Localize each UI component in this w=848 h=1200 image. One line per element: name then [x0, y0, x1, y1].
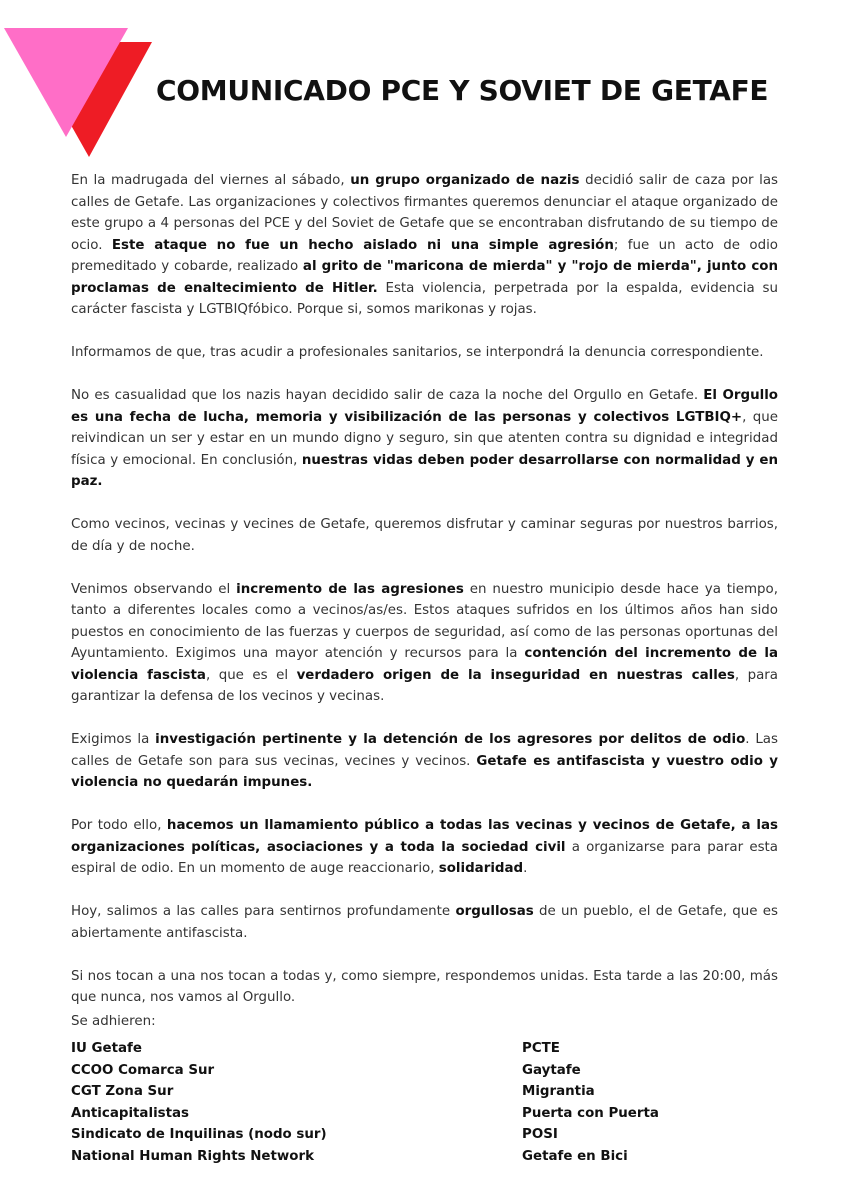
bold-text-run: contención del incremento de la violencia fascista — [71, 646, 778, 683]
adhesion-label: Se adhieren: — [71, 1013, 156, 1029]
signatory-organization: Getafe en Bici — [522, 1148, 628, 1164]
signatory-organization: IU Getafe — [71, 1041, 142, 1056]
signatory-organization: PCTE — [522, 1041, 560, 1056]
statement-paragraph — [71, 579, 778, 708]
text-run: decidió salir de caza por las calles de Getafe. Las organizaciones y colectivos firmantes queremos denunciar el ataque organizado de este grupo a 4 personas del PCE y del Soviet de Getafe que se encontraban disfrutando de su tiempo de ocio. — [71, 173, 779, 253]
text-run: , que reivindican un ser y estar en un mundo digno y seguro, sin que atenten contra su dignidad e integridad física y emocional. En conclusión, — [71, 409, 778, 468]
bold-text-run: Getafe es antifascista y vuestro odio y violencia no quedarán impunes. — [71, 753, 779, 790]
signatory-organization: Migrantia — [522, 1084, 595, 1099]
bold-text-run: El Orgullo es una fecha de lucha, memoria y visibilización de las personas y colectivos LGTBIQ+ — [71, 388, 779, 425]
statement-paragraph — [71, 514, 778, 557]
statement-paragraph — [71, 170, 778, 321]
signatories-right-column — [522, 1038, 659, 1167]
bold-text-run: solidaridad — [438, 861, 524, 876]
text-run: Informamos de que, tras acudir a profesionales sanitarios, se interpondrá la denuncia correspondiente. — [71, 345, 764, 360]
bold-text-run: incremento de las agresiones — [236, 581, 464, 597]
text-run: Hoy, salimos a las calles para sentirnos profundamente — [71, 904, 456, 919]
statement-paragraph — [71, 342, 778, 364]
statement-paragraph — [71, 815, 778, 880]
statement-paragraph — [71, 901, 778, 944]
text-run: de un pueblo, el de Getafe, que es abiertamente antifascista. — [71, 904, 778, 941]
text-run: . — [523, 861, 528, 876]
signatory-organization: CCOO Comarca Sur — [71, 1062, 215, 1078]
signatory-organization: Puerta con Puerta — [522, 1105, 659, 1121]
bold-text-run: al grito de "maricona de mierda" y "rojo de mierda", junto con proclamas de enaltecimiento de Hitler. — [71, 259, 778, 296]
signatory-organization: Gaytafe — [522, 1062, 581, 1078]
signatory-organization: Sindicato de Inquilinas (nodo sur) — [71, 1127, 327, 1142]
text-run: Esta violencia, perpetrada por la espalda, evidencia su carácter fascista y LGTBIQfóbico. Porque si, somos marikonas y rojas. — [71, 280, 778, 317]
bold-text-run: un grupo organizado de nazis — [350, 173, 580, 188]
signatories-left-column — [71, 1038, 522, 1167]
text-run: a organizarse para parar esta espiral de odio. En un momento de auge reaccionario, — [71, 839, 779, 876]
text-run: Venimos observando el — [71, 581, 237, 597]
text-run: Como vecinos, vecinas y vecines de Getafe, queremos disfrutar y caminar seguras por nuestros barrios, de día y de noche. — [71, 517, 778, 554]
signatory-organization: CGT Zona Sur — [71, 1084, 174, 1099]
bold-text-run: nuestras vidas deben poder desarrollarse con normalidad y en paz. — [71, 452, 778, 489]
statement-body — [71, 170, 778, 1167]
text-run: en nuestro municipio desde hace ya tiempo, tanto a diferentes locales como a vecinos/as/es. Estos ataques sufridos en los últimos años han sido puestos en conocimiento de las fuerzas y cuerpos de seguridad, así como de las personas oportunas del Ayuntamiento. Exigimos una mayor atención y recursos para la — [71, 581, 778, 661]
statement-paragraph — [71, 966, 778, 1009]
pride-triangle-logo — [0, 0, 160, 165]
text-run: , que es el — [205, 667, 297, 683]
statement-paragraphs — [71, 170, 778, 1009]
bold-text-run: orgullosas — [455, 904, 534, 919]
statement-paragraph — [71, 729, 778, 794]
bold-text-run: investigación pertinente y la detención de los agresores por delitos de odio — [155, 732, 746, 747]
signatory-organization: Anticapitalistas — [71, 1105, 190, 1121]
text-run: . Las calles de Getafe son para sus vecinas, vecines y vecinos. — [71, 732, 778, 769]
text-run: ; fue un acto de odio premeditado y cobarde, realizado — [71, 237, 779, 274]
signatory-list — [71, 1038, 778, 1167]
statement-paragraph — [71, 385, 778, 493]
signatory-organization: POSI — [522, 1127, 558, 1142]
text-run: En la madrugada del viernes al sábado, — [71, 173, 351, 188]
text-run: Exigimos la — [71, 732, 156, 747]
bold-text-run: verdadero origen de la inseguridad en nuestras calles — [296, 667, 735, 683]
text-run: Por todo ello, — [71, 818, 167, 833]
text-run: Si nos tocan a una nos tocan a todas y, como siempre, respondemos unidas. Esta tarde a las 20:00, más que nunca, nos vamos al Orgullo. — [71, 968, 778, 1005]
bold-text-run: hacemos un llamamiento público a todas las vecinas y vecinos de Getafe, a las organizaciones políticas, asociaciones y a toda la sociedad civil — [71, 818, 778, 855]
bold-text-run: Este ataque no fue un hecho aislado ni una simple agresión — [111, 237, 614, 253]
text-run: No es casualidad que los nazis hayan decidido salir de caza la noche del Orgullo en Getafe. — [71, 388, 704, 403]
text-run: , para garantizar la defensa de los vecinos y vecinas. — [71, 667, 779, 704]
signatory-organization: National Human Rights Network — [71, 1148, 314, 1164]
page-title: COMUNICADO PCE Y SOVIET DE GETAFE — [156, 74, 769, 107]
